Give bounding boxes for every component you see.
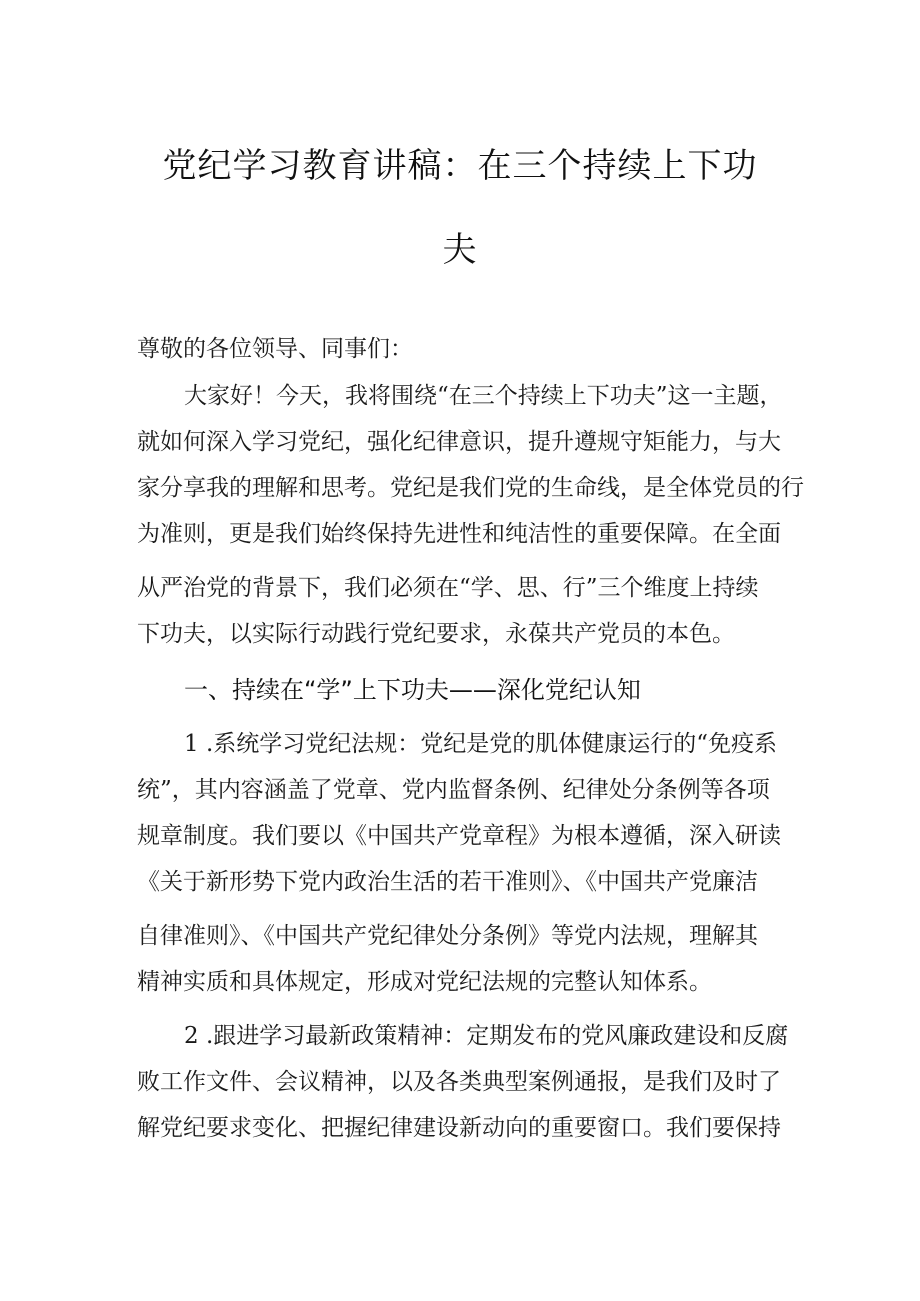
item-1-line-text: 规章制度。我们要以《中国共产党章程》为根本遵循，深入研读 <box>137 823 781 849</box>
intro-line-text: 就如何深入学习党纪，强化纪律意识，提升遵规守矩能力，与大 <box>137 429 781 455</box>
intro-line-text: 从严治党的背景下，我们必须在“学、思、行”三个维度上持续 <box>137 575 759 601</box>
salutation-text: 尊敬的各位领导、同事们： <box>137 336 413 362</box>
intro-line-text: 下功夫，以实际行动践行党纪要求，永葆共产党员的本色。 <box>137 621 735 647</box>
item-2-line-text: 解党纪要求变化、把握纪律建设新动向的重要窗口。我们要保持 <box>137 1115 781 1141</box>
item-1-line-text: 1 .系统学习党纪法规：党纪是党的肌体健康运行的“免疫系 <box>184 731 778 757</box>
section-heading-text: 一、持续在“学”上下功夫——深化党纪认知 <box>184 676 641 704</box>
item-2-line-text: 2 .跟进学习最新政策精神：定期发布的党风廉政建设和反腐 <box>184 1023 789 1049</box>
intro-line-text: 家分享我的理解和思考。党纪是我们党的生命线，是全体党员的行 <box>137 475 804 501</box>
document-title-line-1: 党纪学习教育讲稿：在三个持续上下功 <box>162 146 758 186</box>
item-1-line-text: 《关于新形势下党内政治生活的若干准则》、《中国共产党廉洁 <box>137 869 758 895</box>
intro-line-text: 大家好！今天，我将围绕“在三个持续上下功夫”这一主题， <box>184 383 783 409</box>
intro-line-text: 为准则，更是我们始终保持先进性和纯洁性的重要保障。在全面 <box>137 521 781 547</box>
item-2-line-text: 败工作文件、会议精神，以及各类典型案例通报，是我们及时了 <box>137 1069 781 1095</box>
item-1-line-text: 统”，其内容涵盖了党章、党内监督条例、纪律处分条例等各项 <box>137 777 770 803</box>
item-1-line-text: 自律准则》、《中国共产党纪律处分条例》等党内法规，理解其 <box>137 923 758 949</box>
document-title-line-2: 夫 <box>442 230 478 270</box>
item-1-line-text: 精神实质和具体规定，形成对党纪法规的完整认知体系。 <box>137 969 712 995</box>
